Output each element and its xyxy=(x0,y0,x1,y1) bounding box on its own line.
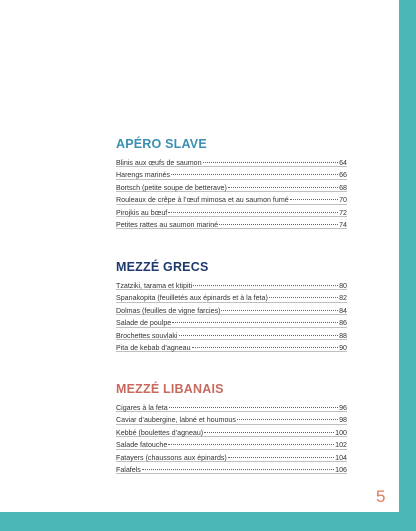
dot-leader xyxy=(172,313,338,323)
toc-item-page: 82 xyxy=(339,294,347,303)
dot-leader xyxy=(269,288,338,298)
toc-item-name: Caviar d’aubergine, labné et houmous xyxy=(116,416,236,425)
toc-item-page: 88 xyxy=(339,331,347,340)
toc-item-name: Petites rattes au saumon mariné xyxy=(116,220,219,229)
toc-item-name: Fatayers (chaussons aux épinards) xyxy=(116,453,227,462)
dot-leader xyxy=(169,398,338,408)
dot-leader xyxy=(204,423,334,433)
toc-item-name: Spanakopita (feuilletés aux épinards et à la feta) xyxy=(116,294,268,303)
dot-leader xyxy=(228,448,334,458)
section-mezze-libanais xyxy=(116,382,347,474)
toc-item-name: Blinis aux œufs de saumon xyxy=(116,159,202,167)
section-mezze-grecs xyxy=(116,260,347,352)
toc-item-page: 86 xyxy=(339,319,347,328)
dot-leader xyxy=(237,410,338,420)
toc-item-page: 80 xyxy=(339,282,347,290)
dot-leader xyxy=(228,178,338,188)
dot-leader xyxy=(193,276,338,286)
section-title: APÉRO SLAVE xyxy=(116,137,207,151)
toc-item-page: 64 xyxy=(339,159,347,167)
toc-item-page: 70 xyxy=(339,196,347,205)
toc-item-page: 72 xyxy=(339,208,347,217)
toc-item-page: 66 xyxy=(339,171,347,180)
toc-item-name: Salade fatouche xyxy=(116,441,168,450)
toc-item-name: Pirojkis au bœuf xyxy=(116,208,168,217)
section-title: MEZZÉ LIBANAIS xyxy=(116,382,224,396)
toc-item-name: Brochettes souvlaki xyxy=(116,331,178,340)
toc-row[interactable] xyxy=(116,462,347,474)
section-apero-slave xyxy=(116,137,347,229)
dot-leader xyxy=(192,338,339,348)
section-title: MEZZÉ GRECS xyxy=(116,260,209,274)
dot-leader xyxy=(168,435,334,445)
toc-item-name: Dolmas (feuilles de vigne farcies) xyxy=(116,306,221,315)
toc-item-name: Tzatziki, tarama et ktipiti xyxy=(116,282,193,290)
dot-leader xyxy=(221,301,338,311)
toc-item-page: 68 xyxy=(339,183,347,192)
toc-item-name: Cigares à la feta xyxy=(116,404,168,412)
dot-leader xyxy=(219,215,338,225)
toc-item-page: 106 xyxy=(335,465,347,474)
toc-item-page: 104 xyxy=(335,453,347,462)
dot-leader xyxy=(142,460,334,470)
toc-item-name: Falafels xyxy=(116,465,141,474)
toc-item-name: Salade de poulpe xyxy=(116,319,172,328)
toc-item-page: 102 xyxy=(335,441,347,450)
page-number: 5 xyxy=(376,487,386,506)
toc-item-name: Kebbé (boulettes d’agneau) xyxy=(116,428,204,437)
toc-item-page: 84 xyxy=(339,306,347,315)
toc-item-name: Pita de kebab d’agneau xyxy=(116,343,191,352)
toc-item-page: 74 xyxy=(339,220,347,229)
toc-item-page: 98 xyxy=(339,416,347,425)
dot-leader xyxy=(203,153,339,163)
toc-item-name: Harengs marinés xyxy=(116,171,171,180)
toc-item-name: Rouleaux de crêpe à l’œuf mimosa et au saumon fumé xyxy=(116,196,289,205)
toc-item-page: 96 xyxy=(339,404,347,412)
dot-leader xyxy=(179,326,339,336)
toc-item-page: 90 xyxy=(339,343,347,352)
toc-item-page: 100 xyxy=(335,428,347,437)
dot-leader xyxy=(168,203,338,213)
dot-leader xyxy=(290,190,338,200)
dot-leader xyxy=(171,165,338,175)
toc-item-name: Bortsch (petite soupe de betterave) xyxy=(116,183,227,192)
